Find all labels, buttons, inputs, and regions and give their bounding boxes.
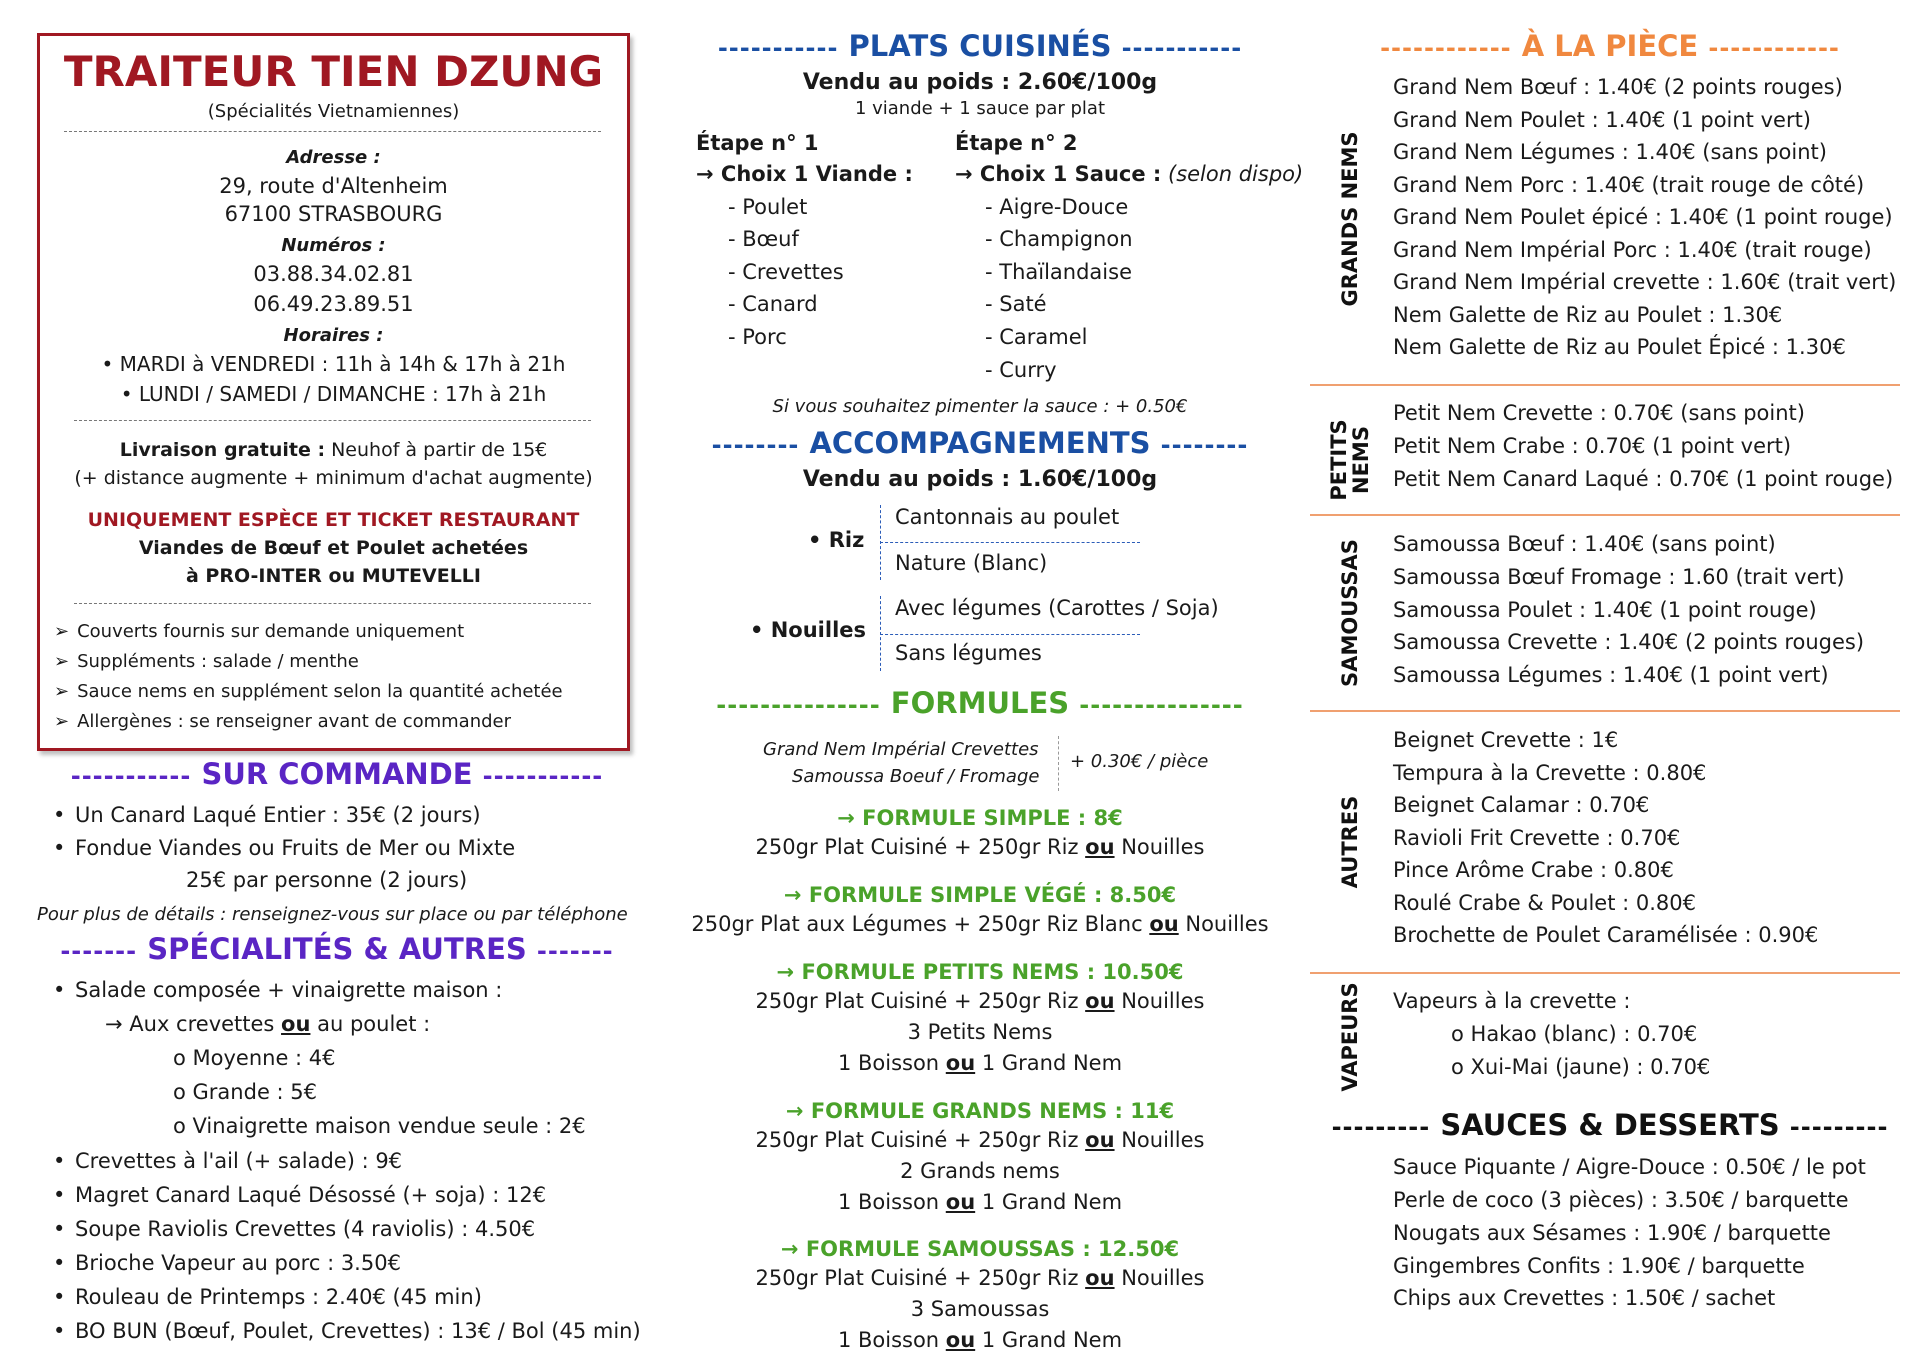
specialite-item: • Rouleau de Printemps : 2.40€ (45 min) [75,1285,482,1309]
delivery-info [40,438,627,462]
note-item: ➢ Sauce nems en supplément selon la quantité achetée [54,680,563,704]
riz-option: Cantonnais au poulet [895,505,1120,529]
section-rule [1310,710,1900,712]
step1-label: Étape n° 1 [696,131,819,155]
formule-ou: ou [1085,835,1115,859]
phone-1[interactable]: 03.88.34.02.81 [253,262,414,286]
grands-nems-label: GRANDS NEMS [1338,131,1362,307]
formule-line-a: 1 Boisson [837,1190,946,1214]
formule-line-b: Nouilles [1114,835,1205,859]
sauce-dessert-item: Perle de coco (3 pièces) : 3.50€ / barquette [1393,1188,1849,1212]
vapeur-item: o Xui-Mai (jaune) : 0.70€ [1451,1055,1711,1079]
formule-supplement-price: + 0.30€ / pièce [1070,751,1209,772]
dashes-right: ----------- [1121,34,1243,62]
specialite-item: • Magret Canard Laqué Désossé (+ soja) : 12€ [75,1183,546,1207]
spicy-note: Si vous souhaitez pimenter la sauce : + 0.50€ [772,396,1188,417]
riz-option: Nature (Blanc) [895,551,1048,575]
dashes-right: --------- [1789,1113,1889,1141]
vapeurs-label: VAPEURS [1338,982,1362,1092]
section-rule [1310,514,1900,516]
viande-option: - Bœuf [728,227,799,251]
formule-ou: ou [1085,1266,1115,1290]
delivery-label: Livraison gratuite : [119,439,326,461]
grand-nem-item: Grand Nem Impérial Porc : 1.40€ (trait rouge) [1393,238,1872,262]
specialite-item: • Salade composée + vinaigrette maison : [75,978,502,1002]
dashes-right: -------- [1160,431,1249,459]
formule-ou: ou [1085,989,1115,1013]
divider [64,131,601,132]
autre-item: Tempura à la Crevette : 0.80€ [1393,761,1707,785]
sur-commande-item-price: 25€ par personne (2 jours) [186,868,468,892]
autre-item: Beignet Crevette : 1€ [1393,728,1619,752]
note-item: ➢ Allergènes : se renseigner avant de commander [54,710,511,734]
step2-label: Étape n° 2 [955,131,1078,155]
samoussa-item: Samoussa Légumes : 1.40€ (1 point vert) [1393,663,1829,687]
formule-ou: ou [945,1328,976,1352]
sauce-option: - Aigre-Douce [985,195,1129,219]
sauce-dessert-item: Chips aux Crevettes : 1.50€ / sachet [1393,1286,1776,1310]
samoussa-item: Samoussa Crevette : 1.40€ (2 points rouges) [1393,630,1865,654]
divider [74,420,591,421]
riz-divider [880,542,1140,543]
salade-size: o Grande : 5€ [173,1080,318,1104]
salade-option-a: → Aux crevettes [105,1012,282,1036]
formule-name: → FORMULE SIMPLE : 8€ [837,806,1123,830]
salade-size: o Moyenne : 4€ [173,1046,336,1070]
piece-title: À LA PIÈCE [1521,29,1699,63]
formule-line: 3 Samoussas [910,1297,1050,1321]
dashes-left: ----------- [70,762,192,790]
address-line2: 67100 STRASBOURG [224,202,443,226]
formule-line-a: 250gr Plat aux Légumes + 250gr Riz Blanc [691,912,1150,936]
petits-nems-label-2: NEMS [1349,426,1373,494]
formule-supplement-a: Grand Nem Impérial Crevettes [763,739,1039,760]
section-rule [1310,972,1900,974]
formule-line [680,835,1280,859]
grand-nem-item: Grand Nem Porc : 1.40€ (trait rouge de côté) [1393,173,1865,197]
step1-choice: → Choix 1 Viande : [696,162,913,186]
dashes-left: --------- [1331,1113,1431,1141]
step2-choice-label: → Choix 1 Sauce : [955,162,1162,186]
formule-ou: ou [945,1051,976,1075]
formule-name: → FORMULE SIMPLE VÉGÉ : 8.50€ [783,883,1177,907]
specialites-heading [37,932,637,968]
petits-nems-label-1: PETITS [1327,419,1351,501]
salade-option-ou: ou [281,1012,311,1036]
formule-line-a: 1 Boisson [837,1051,946,1075]
formules-title: FORMULES [890,686,1070,720]
formule-line-a: 250gr Plat Cuisiné + 250gr Riz [755,989,1086,1013]
autre-item: Pince Arôme Crabe : 0.80€ [1393,858,1674,882]
supplement-bracket [1058,736,1059,791]
formule-line-b: Nouilles [1114,1128,1205,1152]
sauce-option: - Caramel [985,325,1088,349]
salade-size: o Vinaigrette maison vendue seule : 2€ [173,1114,586,1138]
formule-name: → FORMULE PETITS NEMS : 10.50€ [776,960,1184,984]
formule-line [680,989,1280,1013]
sauces-title: SAUCES & DESSERTS [1440,1108,1780,1142]
accomp-heading [680,426,1280,462]
sauce-dessert-item: Gingembres Confits : 1.90€ / barquette [1393,1254,1805,1278]
sur-commande-item: • Fondue Viandes ou Fruits de Mer ou Mixte [75,836,515,860]
dashes-left: --------------- [716,691,881,719]
sauce-dessert-item: Sauce Piquante / Aigre-Douce : 0.50€ / le pot [1393,1155,1866,1179]
grand-nem-item: Grand Nem Bœuf : 1.40€ (2 points rouges) [1393,75,1843,99]
sur-commande-heading [37,757,637,793]
grand-nem-item: Nem Galette de Riz au Poulet Épicé : 1.30€ [1393,335,1846,359]
section-rule [1310,384,1900,386]
formule-ou: ou [1085,1128,1115,1152]
formule-ou: ou [945,1190,976,1214]
accomp-price: Vendu au poids : 1.60€/100g [802,467,1158,492]
nouilles-option: Sans légumes [895,641,1042,665]
sur-commande-title: SUR COMMANDE [201,757,473,791]
grand-nem-item: Grand Nem Impérial crevette : 1.60€ (trait vert) [1393,270,1897,294]
hours-weekend: • LUNDI / SAMEDI / DIMANCHE : 17h à 21h [120,382,547,406]
formule-line [680,1190,1280,1214]
specialites-title: SPÉCIALITÉS & AUTRES [147,932,527,966]
restaurant-subtitle: (Spécialités Vietnamiennes) [207,101,460,122]
plats-price: Vendu au poids : 2.60€/100g [802,70,1158,95]
autre-item: Brochette de Poulet Caramélisée : 0.90€ [1393,923,1819,947]
dashes-left: ------------ [1380,34,1512,62]
sauce-option: - Champignon [985,227,1133,251]
dashes-right: --------------- [1079,691,1244,719]
piece-heading [1310,29,1910,65]
formule-name: → FORMULE SAMOUSSAS : 12.50€ [780,1237,1180,1261]
numbers-label: Numéros : [281,235,386,256]
sur-commande-note: Pour plus de détails : renseignez-vous sur place ou par téléphone [37,904,628,925]
sauce-option: - Saté [985,292,1047,316]
viande-option: - Crevettes [728,260,844,284]
formule-line-b: 1 Grand Nem [975,1190,1123,1214]
specialite-item: • Crevettes à l'ail (+ salade) : 9€ [75,1149,402,1173]
formule-line [680,1128,1280,1152]
nouilles-option: Avec légumes (Carottes / Soja) [895,596,1219,620]
samoussa-item: Samoussa Poulet : 1.40€ (1 point rouge) [1393,598,1817,622]
dashes-left: ----------- [717,34,839,62]
plats-heading [680,29,1280,65]
petits-nems-label [1328,400,1372,520]
dashes-left: ------- [60,937,138,965]
hours-label: Horaires : [283,325,384,346]
formule-line-b: Nouilles [1114,989,1205,1013]
formule-line-b: Nouilles [1114,1266,1205,1290]
formule-line-a: 1 Boisson [837,1328,946,1352]
salade-options [105,1012,430,1036]
sauce-option: - Curry [985,358,1057,382]
hours-weekdays: • MARDI à VENDREDI : 11h à 14h & 17h à 21h [101,352,566,376]
samoussa-item: Samoussa Bœuf : 1.40€ (sans point) [1393,532,1776,556]
divider [74,603,591,604]
formule-line-b: 1 Grand Nem [975,1328,1123,1352]
payment-info: UNIQUEMENT ESPÈCE ET TICKET RESTAURANT [87,509,580,531]
nouilles-divider [880,634,1140,635]
specialite-item: • Brioche Vapeur au porc : 3.50€ [75,1251,401,1275]
formule-line [680,912,1280,936]
formule-line: 3 Petits Nems [907,1020,1053,1044]
formule-line-a: 250gr Plat Cuisiné + 250gr Riz [755,1266,1086,1290]
nouilles-label-text: Nouilles [770,618,867,642]
plats-title: PLATS CUISINÉS [848,29,1112,63]
samoussa-item: Samoussa Bœuf Fromage : 1.60 (trait vert) [1393,565,1845,589]
riz-label-text: Riz [828,528,865,552]
plats-sub: 1 viande + 1 sauce par plat [854,98,1106,119]
formule-line [680,1266,1280,1290]
autres-label: AUTRES [1338,795,1362,889]
phone-2[interactable]: 06.49.23.89.51 [253,292,414,316]
petit-nem-item: Petit Nem Crevette : 0.70€ (sans point) [1393,401,1805,425]
salade-option-b: au poulet : [310,1012,431,1036]
vapeur-item: o Hakao (blanc) : 0.70€ [1451,1022,1698,1046]
petit-nem-item: Petit Nem Crabe : 0.70€ (1 point vert) [1393,434,1792,458]
delivery-note: (+ distance augmente + minimum d'achat augmente) [74,467,593,489]
sauces-heading [1310,1108,1910,1144]
autre-item: Roulé Crabe & Poulet : 0.80€ [1393,891,1696,915]
specialite-item: • Soupe Raviolis Crevettes (4 raviolis) : 4.50€ [75,1217,535,1241]
accomp-title: ACCOMPAGNEMENTS [809,426,1151,460]
autre-item: Ravioli Frit Crevette : 0.70€ [1393,826,1681,850]
address-line1: 29, route d'Altenheim [219,174,448,198]
grand-nem-item: Grand Nem Poulet : 1.40€ (1 point vert) [1393,108,1812,132]
meat-origin-line1: Viandes de Bœuf et Poulet achetées [138,537,529,559]
step2-choice-note: (selon dispo) [1161,162,1304,186]
dashes-right: ------- [536,937,614,965]
samoussas-label: SAMOUSSAS [1338,539,1362,687]
grand-nem-item: Nem Galette de Riz au Poulet : 1.30€ [1393,303,1783,327]
petit-nem-item: Petit Nem Canard Laqué : 0.70€ (1 point rouge) [1393,467,1894,491]
formule-line-a: 250gr Plat Cuisiné + 250gr Riz [755,835,1086,859]
formule-line-a: 250gr Plat Cuisiné + 250gr Riz [755,1128,1086,1152]
viande-option: - Poulet [728,195,808,219]
note-item: ➢ Couverts fournis sur demande uniquement [54,620,464,644]
formule-supplement-b: Samoussa Boeuf / Fromage [792,766,1040,787]
sauce-option: - Thaïlandaise [985,260,1132,284]
formule-line [680,1328,1280,1352]
sauce-dessert-item: Nougats aux Sésames : 1.90€ / barquette [1393,1221,1831,1245]
formules-heading [680,686,1280,722]
dashes-right: ------------ [1708,34,1840,62]
viande-option: - Canard [728,292,818,316]
address-label: Adresse : [286,147,381,168]
formule-line-b: Nouilles [1178,912,1269,936]
step2-choice [955,162,1303,186]
info-box [37,33,630,751]
formule-name: → FORMULE GRANDS NEMS : 11€ [785,1099,1175,1123]
grand-nem-item: Grand Nem Poulet épicé : 1.40€ (1 point rouge) [1393,205,1893,229]
formule-line: 2 Grands nems [900,1159,1060,1183]
delivery-value: Neuhof à partir de 15€ [325,439,548,461]
dashes-right: ----------- [482,762,604,790]
meat-origin-line2: à PRO-INTER ou MUTEVELLI [186,565,481,587]
grand-nem-item: Grand Nem Légumes : 1.40€ (sans point) [1393,140,1827,164]
formule-line-b: 1 Grand Nem [975,1051,1123,1075]
formule-line [680,1051,1280,1075]
dashes-left: -------- [711,431,800,459]
autre-item: Beignet Calamar : 0.70€ [1393,793,1650,817]
formule-ou: ou [1149,912,1179,936]
restaurant-title: TRAITEUR TIEN DZUNG [63,47,604,96]
specialite-item: • BO BUN (Bœuf, Poulet, Crevettes) : 13€ / Bol (45 min) [75,1319,641,1343]
vapeurs-title: Vapeurs à la crevette : [1393,989,1631,1013]
riz-label: • Riz [808,528,865,552]
sur-commande-item: • Un Canard Laqué Entier : 35€ (2 jours) [75,803,481,827]
viande-option: - Porc [728,325,787,349]
note-item: ➢ Suppléments : salade / menthe [54,650,359,674]
nouilles-label: • Nouilles [750,618,867,642]
